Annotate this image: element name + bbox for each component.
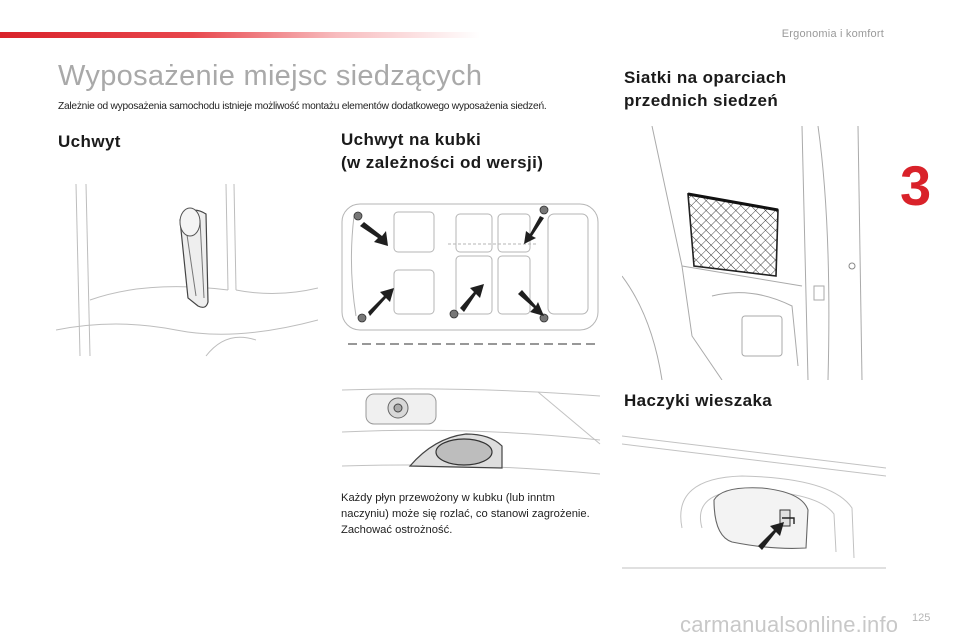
page-number: 125 (912, 612, 931, 624)
grab-handle-icon (180, 208, 208, 307)
watermark: carmanualsonline.info (680, 612, 899, 637)
seat-nets-heading (624, 66, 787, 112)
seat-nets-heading-line2: przednich siedzeń (624, 91, 779, 110)
seat-nets-illustration (622, 126, 886, 380)
cup-holder-layout-illustration (338, 196, 604, 354)
cup-holder-warning: Każdy płyn przewożony w kubku (lub inntm naczyniu) może się rozlać, co stanowi zagrożenie. Zachować ostrożność. (341, 492, 590, 536)
hooks-heading: Haczyki wieszaka (624, 391, 773, 410)
cup-holder-heading-line1: Uchwyt na kubki (341, 130, 482, 149)
top-accent-bar (0, 32, 480, 38)
arrow-icon (360, 216, 544, 316)
section-title: Ergonomia i komfort (781, 28, 884, 40)
hooks-illustration (622, 418, 886, 574)
cup-holder-detail-illustration (338, 382, 604, 482)
chapter-number: 3 (900, 154, 932, 217)
handle-heading: Uchwyt (58, 132, 121, 151)
intro-text: Zależnie od wyposażenia samochodu istnieje możliwość montażu elementów dodatkowego wyposażenia siedzeń. (58, 101, 547, 112)
page-title: Wyposażenie miejsc siedzących (58, 60, 483, 92)
seat-nets-heading-line1: Siatki na oparciach (624, 68, 787, 87)
cup-holder-heading-line2: (w zależności od wersji) (341, 153, 544, 172)
cup-holder-heading (341, 128, 543, 174)
hanger-hook-icon (714, 488, 808, 549)
handle-illustration (56, 180, 318, 358)
seat-net-icon (688, 194, 778, 276)
